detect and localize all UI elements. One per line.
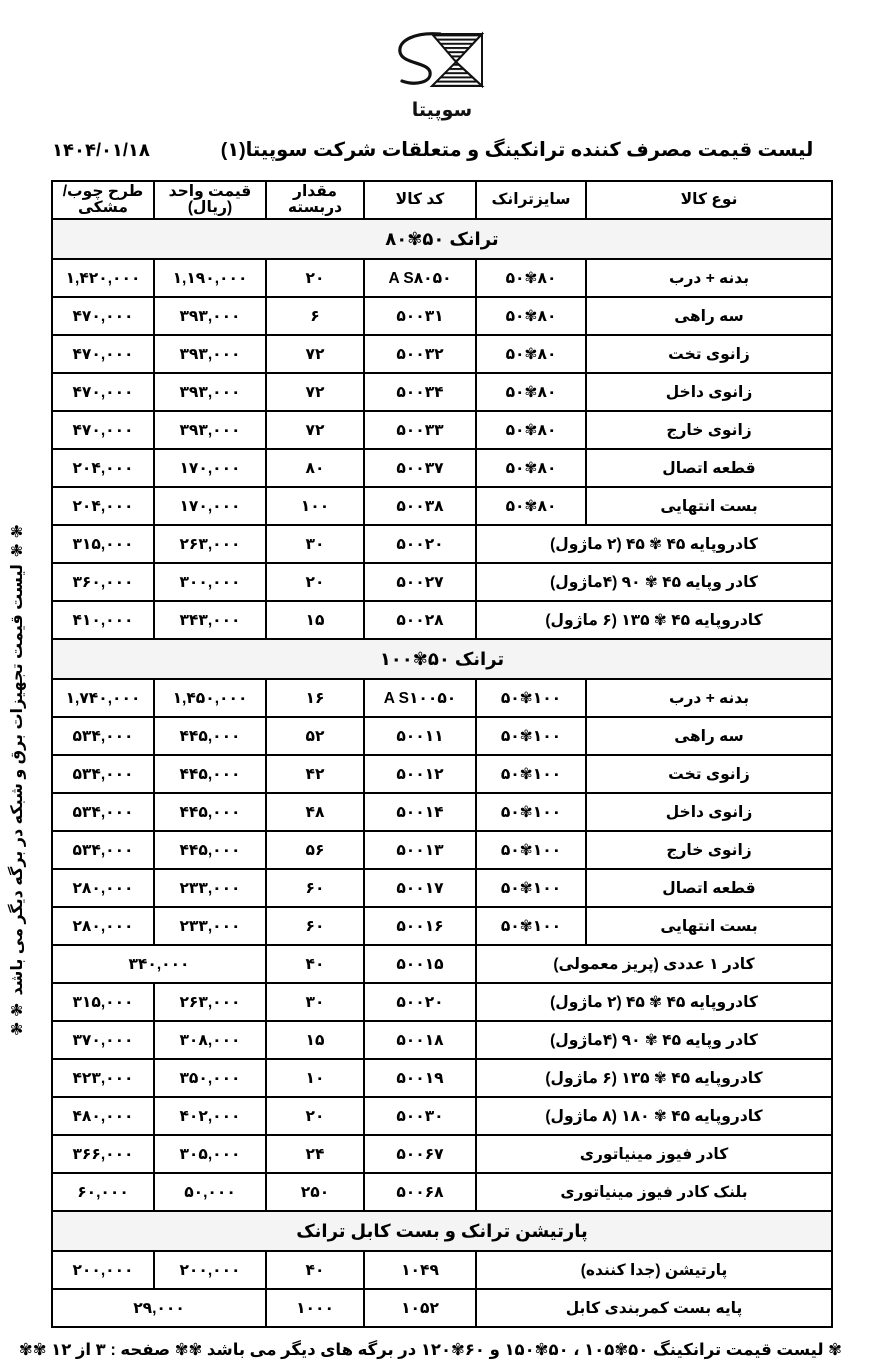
- cell-wood-black-price: ۴۸۰,۰۰۰: [52, 1097, 154, 1135]
- cell-package-qty: ۲۰: [266, 563, 364, 601]
- cell-wood-black-price: ۳۱۵,۰۰۰: [52, 525, 154, 563]
- cell-product-code: ۵۰۰۱۷: [364, 869, 476, 907]
- cell-unit-price: ۵۰,۰۰۰: [154, 1173, 266, 1211]
- footer-note: ✾ لیست قیمت ترانکینگ ۵۰✾۱۰۵ ، ۵۰✾۱۵۰ و ۶۰✾۱۲۰ در برگه های دیگر می باشد ✾✾ صفحه : ۳ از ۱۲ ✾✾: [18, 1341, 842, 1359]
- section-header-row: [52, 219, 832, 259]
- document-date: ۱۴۰۴/۰۱/۱۸: [52, 140, 150, 160]
- cell-package-qty: ۴۸: [266, 793, 364, 831]
- cell-trunk-size: ۵۰✾۸۰: [476, 373, 586, 411]
- table-row: [52, 679, 832, 717]
- table-row: [52, 831, 832, 869]
- cell-product-name: سه راهی: [586, 717, 832, 755]
- cell-wood-black-price: ۴۷۰,۰۰۰: [52, 411, 154, 449]
- table-body: [52, 219, 832, 1327]
- table-row: [52, 411, 832, 449]
- cell-package-qty: ۷۲: [266, 335, 364, 373]
- cell-product-name: زانوی تخت: [586, 335, 832, 373]
- cell-wood-black-price: ۴۷۰,۰۰۰: [52, 373, 154, 411]
- side-note: ✾✾ لیست قیمت تجهیزات برق و شبکه در برگه دیگر می باشد ✾✾: [9, 521, 26, 1039]
- section-title: پارتیشن ترانک و بست کابل ترانک: [52, 1211, 832, 1251]
- cell-wood-black-price: ۴۲۳,۰۰۰: [52, 1059, 154, 1097]
- title-row: [52, 138, 832, 172]
- cell-product-code: ۵۰۰۶۷: [364, 1135, 476, 1173]
- cell-product-code: A S۸۰۵۰: [364, 259, 476, 297]
- cell-trunk-size: ۵۰✾۸۰: [476, 449, 586, 487]
- cell-unit-price: ۴۰۲,۰۰۰: [154, 1097, 266, 1135]
- cell-unit-price: ۲۰۰,۰۰۰: [154, 1251, 266, 1289]
- cell-product-code: ۵۰۰۱۲: [364, 755, 476, 793]
- cell-package-qty: ۱۰۰۰: [266, 1289, 364, 1327]
- cell-unit-price: ۴۴۵,۰۰۰: [154, 793, 266, 831]
- cell-trunk-size: ۵۰✾۸۰: [476, 487, 586, 525]
- cell-unit-price: ۱,۴۵۰,۰۰۰: [154, 679, 266, 717]
- cell-package-qty: ۵۲: [266, 717, 364, 755]
- cell-product-name: زانوی داخل: [586, 793, 832, 831]
- cell-product-code: ۵۰۰۱۴: [364, 793, 476, 831]
- cell-package-qty: ۴۰: [266, 945, 364, 983]
- table-row: [52, 793, 832, 831]
- col-header-code: کد کالا: [364, 181, 476, 219]
- cell-wood-black-price: ۵۳۴,۰۰۰: [52, 793, 154, 831]
- cell-product-name: کادروپایه ۴۵ ✾ ۱۳۵ (۶ ماژول): [476, 601, 832, 639]
- cell-wood-black-price: ۳۶۶,۰۰۰: [52, 1135, 154, 1173]
- cell-product-name: بست انتهایی: [586, 907, 832, 945]
- col-header-price-unit: قیمت واحد (ریال): [154, 181, 266, 219]
- cell-trunk-size: ۵۰✾۱۰۰: [476, 831, 586, 869]
- cell-product-code: ۵۰۰۱۸: [364, 1021, 476, 1059]
- cell-package-qty: ۶: [266, 297, 364, 335]
- col-header-size: سایزترانک: [476, 181, 586, 219]
- table-row: [52, 487, 832, 525]
- cell-package-qty: ۱۵: [266, 1021, 364, 1059]
- cell-unit-price: ۲۶۳,۰۰۰: [154, 525, 266, 563]
- cell-unit-price: ۳۴۰,۰۰۰: [52, 945, 266, 983]
- cell-product-code: ۱۰۵۲: [364, 1289, 476, 1327]
- cell-product-code: ۵۰۰۲۰: [364, 525, 476, 563]
- table-row: [52, 1251, 832, 1289]
- table-row: [52, 1059, 832, 1097]
- cell-wood-black-price: ۶۰,۰۰۰: [52, 1173, 154, 1211]
- cell-package-qty: ۴۰: [266, 1251, 364, 1289]
- cell-product-name: بدنه + درب: [586, 259, 832, 297]
- cell-product-code: ۵۰۰۱۳: [364, 831, 476, 869]
- cell-product-name: قطعه اتصال: [586, 449, 832, 487]
- cell-trunk-size: ۵۰✾۱۰۰: [476, 679, 586, 717]
- cell-package-qty: ۲۰: [266, 259, 364, 297]
- table-row: [52, 1021, 832, 1059]
- cell-product-code: A S۱۰۰۵۰: [364, 679, 476, 717]
- cell-trunk-size: ۵۰✾۱۰۰: [476, 717, 586, 755]
- cell-trunk-size: ۵۰✾۸۰: [476, 335, 586, 373]
- cell-trunk-size: ۵۰✾۸۰: [476, 259, 586, 297]
- cell-product-name: زانوی خارج: [586, 411, 832, 449]
- cell-product-name: کادر وپایه ۴۵ ✾ ۹۰ (۴ماژول): [476, 563, 832, 601]
- cell-product-code: ۱۰۴۹: [364, 1251, 476, 1289]
- cell-unit-price: ۱,۱۹۰,۰۰۰: [154, 259, 266, 297]
- col-header-name: نوع کالا: [586, 181, 832, 219]
- cell-wood-black-price: ۴۱۰,۰۰۰: [52, 601, 154, 639]
- cell-product-name: بدنه + درب: [586, 679, 832, 717]
- cell-package-qty: ۲۴: [266, 1135, 364, 1173]
- table-row: [52, 1289, 832, 1327]
- cell-wood-black-price: ۴۷۰,۰۰۰: [52, 297, 154, 335]
- cell-unit-price: ۳۹۳,۰۰۰: [154, 373, 266, 411]
- cell-unit-price: ۴۴۵,۰۰۰: [154, 831, 266, 869]
- cell-package-qty: ۳۰: [266, 525, 364, 563]
- table-row: [52, 259, 832, 297]
- cell-product-name: زانوی تخت: [586, 755, 832, 793]
- cell-product-name: زانوی خارج: [586, 831, 832, 869]
- cell-product-code: ۵۰۰۳۷: [364, 449, 476, 487]
- cell-unit-price: ۲۹,۰۰۰: [52, 1289, 266, 1327]
- cell-product-code: ۵۰۰۳۱: [364, 297, 476, 335]
- cell-wood-black-price: ۵۳۴,۰۰۰: [52, 755, 154, 793]
- table-row: [52, 717, 832, 755]
- cell-product-name: کادروپایه ۴۵ ✾ ۱۸۰ (۸ ماژول): [476, 1097, 832, 1135]
- cell-product-code: ۵۰۰۳۴: [364, 373, 476, 411]
- cell-product-name: بلنک کادر فیوز مینیاتوری: [476, 1173, 832, 1211]
- cell-product-name: کادر ۱ عددی (پریز معمولی): [476, 945, 832, 983]
- cell-product-code: ۵۰۰۱۶: [364, 907, 476, 945]
- cell-wood-black-price: ۳۱۵,۰۰۰: [52, 983, 154, 1021]
- cell-product-code: ۵۰۰۲۷: [364, 563, 476, 601]
- section-header-row: [52, 1211, 832, 1251]
- table-row: [52, 869, 832, 907]
- cell-unit-price: ۳۹۳,۰۰۰: [154, 411, 266, 449]
- cell-unit-price: ۲۳۳,۰۰۰: [154, 869, 266, 907]
- cell-unit-price: ۳۵۰,۰۰۰: [154, 1059, 266, 1097]
- table-row: [52, 525, 832, 563]
- cell-product-code: ۵۰۰۳۰: [364, 1097, 476, 1135]
- cell-unit-price: ۲۳۳,۰۰۰: [154, 907, 266, 945]
- header-row: [52, 181, 832, 219]
- cell-unit-price: ۱۷۰,۰۰۰: [154, 449, 266, 487]
- table-row: [52, 373, 832, 411]
- cell-product-code: ۵۰۰۳۳: [364, 411, 476, 449]
- cell-unit-price: ۳۰۰,۰۰۰: [154, 563, 266, 601]
- cell-package-qty: ۱۵: [266, 601, 364, 639]
- table-row: [52, 1173, 832, 1211]
- cell-wood-black-price: ۲۰۴,۰۰۰: [52, 449, 154, 487]
- cell-unit-price: ۴۴۵,۰۰۰: [154, 755, 266, 793]
- cell-package-qty: ۲۰: [266, 1097, 364, 1135]
- cell-product-code: ۵۰۰۲۰: [364, 983, 476, 1021]
- cell-product-code: ۵۰۰۱۹: [364, 1059, 476, 1097]
- cell-trunk-size: ۵۰✾۱۰۰: [476, 869, 586, 907]
- table-row: [52, 755, 832, 793]
- cell-package-qty: ۶۰: [266, 869, 364, 907]
- cell-unit-price: ۳۴۳,۰۰۰: [154, 601, 266, 639]
- cell-package-qty: ۴۲: [266, 755, 364, 793]
- price-table: [51, 180, 833, 1328]
- cell-product-name: کادر فیوز مینیاتوری: [476, 1135, 832, 1173]
- cell-product-code: ۵۰۰۳۲: [364, 335, 476, 373]
- cell-wood-black-price: ۴۷۰,۰۰۰: [52, 335, 154, 373]
- cell-product-name: بست انتهایی: [586, 487, 832, 525]
- cell-package-qty: ۲۵۰: [266, 1173, 364, 1211]
- cell-product-name: پایه بست کمربندی کابل: [476, 1289, 832, 1327]
- cell-wood-black-price: ۵۳۴,۰۰۰: [52, 717, 154, 755]
- cell-product-code: ۵۰۰۶۸: [364, 1173, 476, 1211]
- logo-wordmark: سوپیتا: [411, 100, 473, 121]
- cell-wood-black-price: ۳۷۰,۰۰۰: [52, 1021, 154, 1059]
- cell-product-name: کادروپایه ۴۵ ✾ ۴۵ (۲ ماژول): [476, 983, 832, 1021]
- cell-package-qty: ۶۰: [266, 907, 364, 945]
- cell-product-name: قطعه اتصال: [586, 869, 832, 907]
- cell-package-qty: ۱۰: [266, 1059, 364, 1097]
- section-title: ترانک ۵۰✾۱۰۰: [52, 639, 832, 679]
- cell-package-qty: ۱۰۰: [266, 487, 364, 525]
- cell-wood-black-price: ۲۸۰,۰۰۰: [52, 907, 154, 945]
- cell-unit-price: ۳۹۳,۰۰۰: [154, 297, 266, 335]
- page-title: لیست قیمت مصرف کننده ترانکینگ و متعلقات شرکت سوپیتا(۱): [220, 139, 814, 161]
- cell-trunk-size: ۵۰✾۸۰: [476, 297, 586, 335]
- table-row: [52, 563, 832, 601]
- table-row: [52, 449, 832, 487]
- table-row: [52, 1135, 832, 1173]
- cell-wood-black-price: ۲۸۰,۰۰۰: [52, 869, 154, 907]
- cell-product-code: ۵۰۰۲۸: [364, 601, 476, 639]
- cell-wood-black-price: ۲۰۰,۰۰۰: [52, 1251, 154, 1289]
- cell-trunk-size: ۵۰✾۸۰: [476, 411, 586, 449]
- cell-wood-black-price: ۲۰۴,۰۰۰: [52, 487, 154, 525]
- cell-product-code: ۵۰۰۳۸: [364, 487, 476, 525]
- table-row: [52, 945, 832, 983]
- col-header-qty: مقدار دربسته: [266, 181, 364, 219]
- cell-package-qty: ۷۲: [266, 373, 364, 411]
- cell-package-qty: ۳۰: [266, 983, 364, 1021]
- sa-monogram-icon: [394, 26, 490, 92]
- cell-product-code: ۵۰۰۱۱: [364, 717, 476, 755]
- cell-wood-black-price: ۱,۴۲۰,۰۰۰: [52, 259, 154, 297]
- cell-trunk-size: ۵۰✾۱۰۰: [476, 793, 586, 831]
- table-row: [52, 1097, 832, 1135]
- cell-product-name: کادروپایه ۴۵ ✾ ۴۵ (۲ ماژول): [476, 525, 832, 563]
- table-row: [52, 907, 832, 945]
- table-row: [52, 601, 832, 639]
- section-title: ترانک ۵۰✾۸۰: [52, 219, 832, 259]
- cell-product-code: ۵۰۰۱۵: [364, 945, 476, 983]
- table-row: [52, 335, 832, 373]
- cell-wood-black-price: ۱,۷۴۰,۰۰۰: [52, 679, 154, 717]
- cell-wood-black-price: ۳۶۰,۰۰۰: [52, 563, 154, 601]
- cell-unit-price: ۳۹۳,۰۰۰: [154, 335, 266, 373]
- col-header-price-wood: طرح چوب/ مشکی: [52, 181, 154, 219]
- cell-package-qty: ۸۰: [266, 449, 364, 487]
- cell-unit-price: ۱۷۰,۰۰۰: [154, 487, 266, 525]
- table-row: [52, 297, 832, 335]
- cell-trunk-size: ۵۰✾۱۰۰: [476, 755, 586, 793]
- cell-product-name: زانوی داخل: [586, 373, 832, 411]
- section-header-row: [52, 639, 832, 679]
- cell-product-name: سه راهی: [586, 297, 832, 335]
- cell-unit-price: ۳۰۸,۰۰۰: [154, 1021, 266, 1059]
- cell-unit-price: ۳۰۵,۰۰۰: [154, 1135, 266, 1173]
- cell-package-qty: ۷۲: [266, 411, 364, 449]
- cell-package-qty: ۱۶: [266, 679, 364, 717]
- table-row: [52, 983, 832, 1021]
- cell-trunk-size: ۵۰✾۱۰۰: [476, 907, 586, 945]
- cell-product-name: کادروپایه ۴۵ ✾ ۱۳۵ (۶ ماژول): [476, 1059, 832, 1097]
- cell-unit-price: ۴۴۵,۰۰۰: [154, 717, 266, 755]
- cell-product-name: پارتیشن (جدا کننده): [476, 1251, 832, 1289]
- table-header: [52, 181, 832, 219]
- cell-product-name: کادر وپایه ۴۵ ✾ ۹۰ (۴ماژول): [476, 1021, 832, 1059]
- cell-unit-price: ۲۶۳,۰۰۰: [154, 983, 266, 1021]
- cell-wood-black-price: ۵۳۴,۰۰۰: [52, 831, 154, 869]
- company-logo: [0, 0, 884, 122]
- cell-package-qty: ۵۶: [266, 831, 364, 869]
